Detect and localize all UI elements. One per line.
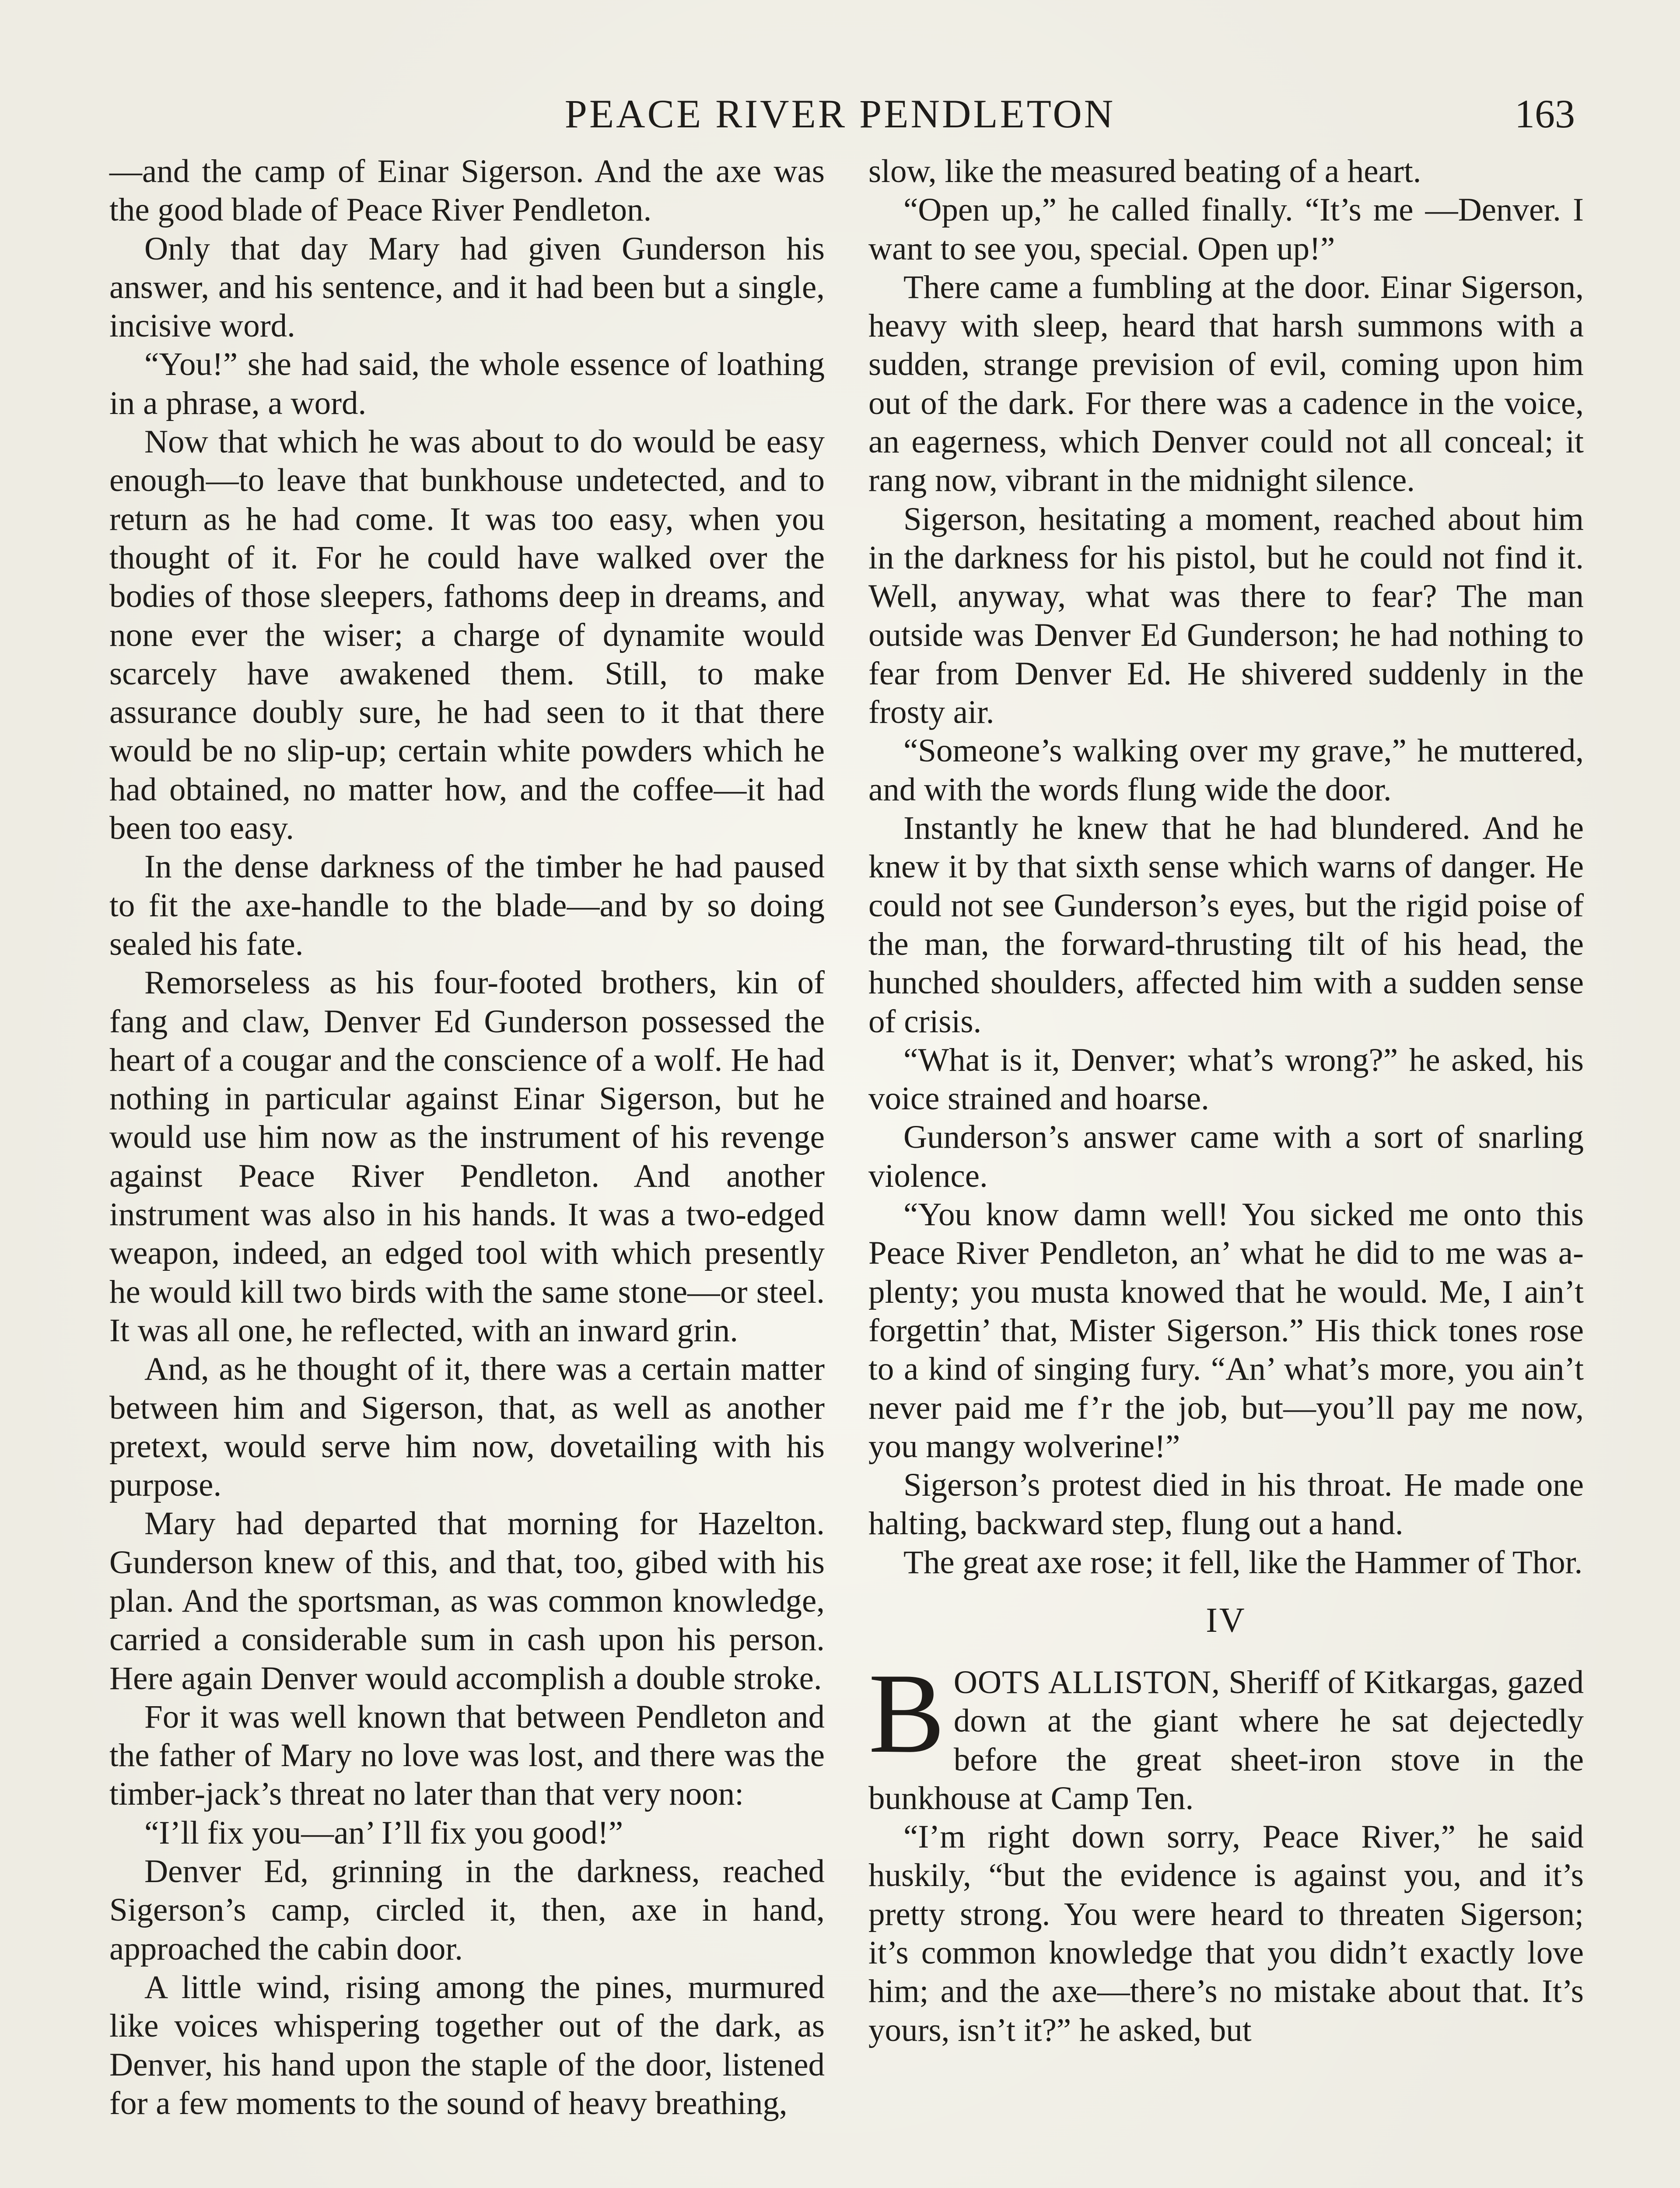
paragraph: “Someone’s walking over my grave,” he muttered, and with the words flung wide the door. [868, 733, 1584, 808]
lead-in-words: OOTS ALLISTON, [953, 1664, 1220, 1701]
paragraph: There came a fumbling at the door. Einar Sigerson, heavy with sleep, heard that harsh summons with a sudden, strange prevision of evil, coming upon him out of the dark. For there was a cadence in the voice, an eagerness, which Denver could not all conceal; it rang now, vibrant in the midnight silence. [868, 269, 1584, 499]
paragraph: “What is it, Denver; what’s wrong?” he asked, his voice strained and hoarse. [868, 1041, 1584, 1117]
paragraph: The great axe rose; it fell, like the Hammer of Thor. [903, 1544, 1583, 1581]
paragraph: Mary had departed that morning for Hazelton. Gunderson knew of this, and that, too, gibed with his plan. And the sportsman, as was common knowledge, carried a considerable sum in cash upon his person. Here again Denver would accomplish a double stroke. [109, 1505, 825, 1697]
opening-paragraph-text: Sheriff of Kitkargas, gazed down at the giant where he sat dejectedly before the great sheet-iron stove in the bunkhouse at Camp Ten. [868, 1664, 1584, 1816]
section-opening-paragraph [868, 1649, 1584, 1818]
paragraph: Gunderson’s answer came with a sort of snarling violence. [868, 1119, 1584, 1194]
paragraph: Only that day Mary had given Gunderson his answer, and his sentence, and it had been but a single, incisive word. [109, 230, 825, 344]
paragraph: Sigerson, hesitating a moment, reached about him in the darkness for his pistol, but he could not find it. Well, anyway, what was there to fear? The man outside was Denver Ed Gunderson; he had nothing to fear from Denver Ed. He shivered suddenly in the frosty air. [868, 501, 1584, 731]
paragraph: “Open up,” he called finally. “It’s me —Denver. I want to see you, special. Open up!” [868, 192, 1584, 267]
right-column [868, 152, 1584, 2050]
section-number: IV [1206, 1601, 1246, 1640]
paragraph: Instantly he knew that he had blundered. And he knew it by that sixth sense which warns of danger. He could not see Gunderson’s eyes, but the rigid poise of the man, the forward-thrusting tilt of his head, the hunched shoulders, affected him with a sudden sense of crisis. [868, 810, 1584, 1040]
paragraph: “I’m right down sorry, Peace River,” he said huskily, “but the evidence is against you, and it’s pretty strong. You were heard to threaten Sigerson; it’s common knowledge that you didn’t exactly love him; and the axe—there’s no mistake about that. It’s yours, isn’t it?” he asked, but [868, 1819, 1584, 2048]
paragraph: slow, like the measured beating of a heart. [868, 153, 1421, 189]
paragraph: Denver Ed, grinning in the darkness, reached Sigerson’s camp, circled it, then, axe in hand, approached the cabin door. [109, 1853, 825, 1967]
paragraph: —and the camp of Einar Sigerson. And the axe was the good blade of Peace River Pendleton. [109, 153, 825, 228]
running-title: PEACE RIVER PENDLETON [564, 91, 1116, 136]
paragraph: A little wind, rising among the pines, murmured like voices whispering together out of the dark, as Denver, his hand upon the staple of the door, listened for a few moments to the sound of heavy breathing, [109, 1969, 825, 2121]
drop-cap: B [868, 1649, 945, 1777]
left-column [109, 152, 825, 2123]
paragraph: And, as he thought of it, there was a certain matter between him and Sigerson, that, as well as another pretext, would serve him now, dovetailing with his purpose. [109, 1351, 825, 1504]
running-head [0, 90, 1680, 138]
paragraph: In the dense darkness of the timber he had paused to fit the axe-handle to the blade—and by so doing sealed his fate. [109, 849, 825, 962]
paragraph: “You!” she had said, the whole essence of loathing in a phrase, a word. [109, 346, 825, 421]
page-number: 163 [1515, 91, 1575, 136]
paragraph: Remorseless as his four-footed brothers, kin of fang and claw, Denver Ed Gunderson possessed the heart of a cougar and the conscience of a wolf. He had nothing in particular against Einar Sigerson, but he would use him now as the instrument of his revenge against Peace River Pendleton. And another instrument was also in his hands. It was a two-edged weapon, indeed, an edged tool with which presently he would kill two birds with the same stone—or steel. It was all one, he reflected, with an inward grin. [109, 964, 825, 1349]
paragraph: “You know damn well! You sicked me onto this Peace River Pendleton, an’ what he did to me was a-plenty; you musta knowed that he would. Me, I ain’t forgettin’ that, Mister Sigerson.” His thick tones rose to a kind of singing fury. “An’ what’s more, you ain’t never paid me f’r the job, but—you’ll pay me now, you mangy wolverine!” [868, 1196, 1584, 1465]
paragraph: Now that which he was about to do would be easy enough—to leave that bunkhouse undetected, and to return as he had come. It was too easy, when you thought of it. For he could have walked over the bodies of those sleepers, fathoms deep in dreams, and none ever the wiser; a charge of dynamite would scarcely have awakened them. Still, to make assurance doubly sure, he had seen to it that there would be no slip-up; certain white powders which he had obtained, no matter how, and the coffee—it had been too easy. [109, 424, 825, 847]
paragraph: For it was well known that between Pendleton and the father of Mary no love was lost, and there was the timber-jack’s threat no later than that very noon: [109, 1698, 825, 1813]
paragraph: Sigerson’s protest died in his throat. He made one halting, backward step, flung out a hand. [868, 1467, 1584, 1542]
paragraph: “I’ll fix you—an’ I’ll fix you good!” [144, 1814, 623, 1851]
